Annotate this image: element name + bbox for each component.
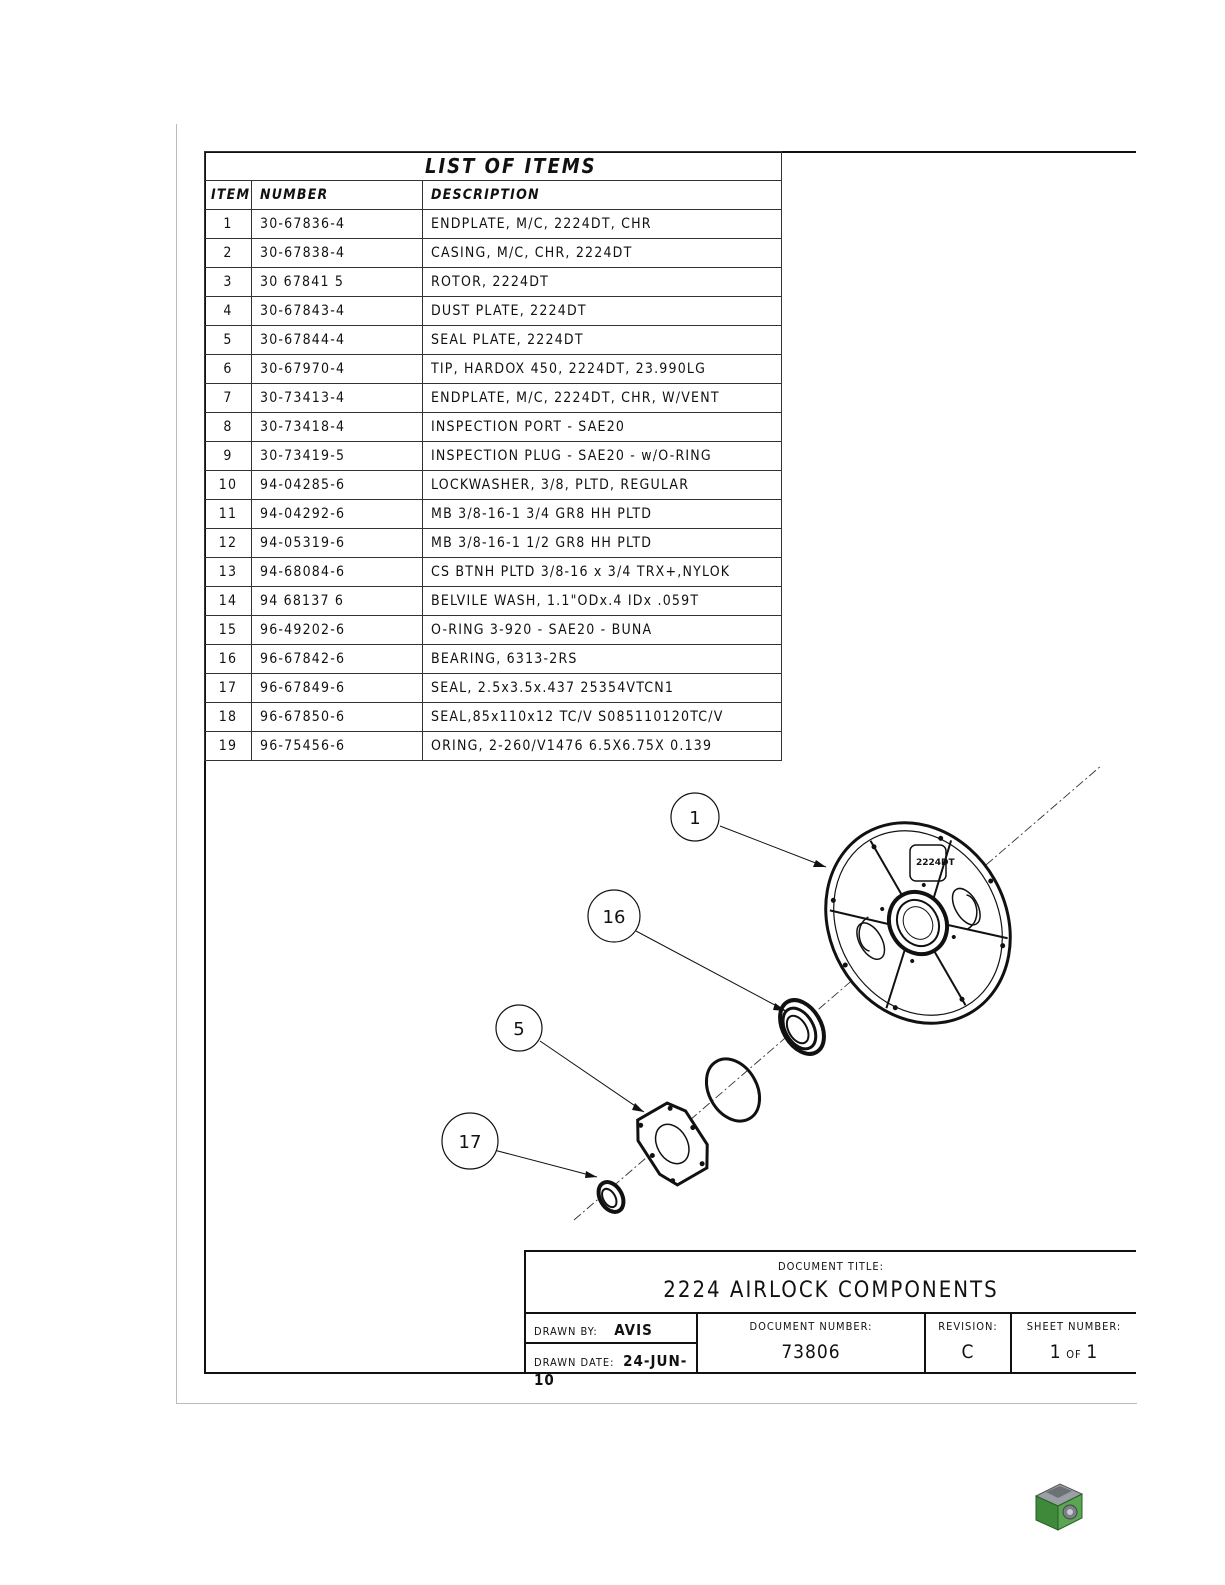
number-cell: 30-67836-4 bbox=[252, 210, 423, 239]
drawn-by-label: DRAWN BY: bbox=[534, 1325, 598, 1338]
bearing-part bbox=[771, 992, 833, 1061]
table-row bbox=[205, 558, 782, 587]
number-cell: 94-68084-6 bbox=[252, 558, 423, 587]
drawn-date-cell bbox=[526, 1344, 698, 1389]
header-description: DESCRIPTION bbox=[423, 181, 782, 210]
balloon-16-label: 16 bbox=[602, 907, 626, 928]
table-row bbox=[205, 413, 782, 442]
description-cell: TIP, HARDOX 450, 2224DT, 23.990LG bbox=[423, 355, 782, 384]
title-block-document-title bbox=[526, 1252, 1136, 1314]
table-row bbox=[205, 355, 782, 384]
document-number-value: 73806 bbox=[781, 1341, 841, 1363]
item-cell: 18 bbox=[205, 703, 252, 732]
endplate-emblem-text: 2224DT bbox=[916, 858, 955, 868]
table-row bbox=[205, 732, 782, 761]
number-cell: 30-67844-4 bbox=[252, 326, 423, 355]
number-cell: 94-04285-6 bbox=[252, 471, 423, 500]
table-row bbox=[205, 239, 782, 268]
description-cell: BEARING, 6313-2RS bbox=[423, 645, 782, 674]
table-row bbox=[205, 645, 782, 674]
table-row bbox=[205, 210, 782, 239]
description-cell: MB 3/8-16-1 3/4 GR8 HH PLTD bbox=[423, 500, 782, 529]
item-cell: 15 bbox=[205, 616, 252, 645]
description-cell: ENDPLATE, M/C, 2224DT, CHR, W/VENT bbox=[423, 384, 782, 413]
drawn-date-value: 24-JUN-10 bbox=[534, 1352, 688, 1389]
document-number-label: DOCUMENT NUMBER: bbox=[749, 1320, 873, 1333]
revision-cell bbox=[926, 1312, 1012, 1374]
sheet-of: OF bbox=[1066, 1348, 1082, 1361]
o-ring-part bbox=[696, 1049, 771, 1130]
sheet-number: 1 bbox=[1049, 1341, 1062, 1363]
number-cell: 30 67841 5 bbox=[252, 268, 423, 297]
item-cell: 2 bbox=[205, 239, 252, 268]
description-cell: CS BTNH PLTD 3/8-16 x 3/4 TRX+,NYLOK bbox=[423, 558, 782, 587]
description-cell: ENDPLATE, M/C, 2224DT, CHR bbox=[423, 210, 782, 239]
endplate-part bbox=[790, 789, 1046, 1057]
seal-part bbox=[593, 1178, 628, 1217]
item-cell: 11 bbox=[205, 500, 252, 529]
description-cell: SEAL, 2.5x3.5x.437 25354VTCN1 bbox=[423, 674, 782, 703]
item-cell: 12 bbox=[205, 529, 252, 558]
number-cell: 94 68137 6 bbox=[252, 587, 423, 616]
description-cell: O-RING 3-920 - SAE20 - BUNA bbox=[423, 616, 782, 645]
drawn-by-cell bbox=[526, 1312, 698, 1344]
description-cell: INSPECTION PORT - SAE20 bbox=[423, 413, 782, 442]
item-cell: 3 bbox=[205, 268, 252, 297]
sheet-number-cell bbox=[1012, 1312, 1136, 1374]
number-cell: 94-05319-6 bbox=[252, 529, 423, 558]
table-row bbox=[205, 674, 782, 703]
description-cell: CASING, M/C, CHR, 2224DT bbox=[423, 239, 782, 268]
table-row bbox=[205, 587, 782, 616]
item-cell: 8 bbox=[205, 413, 252, 442]
list-of-items-title: LIST OF ITEMS bbox=[205, 152, 782, 181]
number-cell: 30-67970-4 bbox=[252, 355, 423, 384]
sheet-number-value bbox=[1012, 1341, 1136, 1363]
number-cell: 30-73418-4 bbox=[252, 413, 423, 442]
table-row bbox=[205, 442, 782, 471]
number-cell: 96-67849-6 bbox=[252, 674, 423, 703]
description-cell: SEAL PLATE, 2224DT bbox=[423, 326, 782, 355]
item-cell: 9 bbox=[205, 442, 252, 471]
item-cell: 17 bbox=[205, 674, 252, 703]
number-cell: 94-04292-6 bbox=[252, 500, 423, 529]
description-cell: DUST PLATE, 2224DT bbox=[423, 297, 782, 326]
table-row bbox=[205, 703, 782, 732]
item-cell: 7 bbox=[205, 384, 252, 413]
table-row bbox=[205, 326, 782, 355]
number-cell: 30-73419-5 bbox=[252, 442, 423, 471]
balloon-5-label: 5 bbox=[513, 1019, 525, 1040]
list-of-items-body bbox=[205, 210, 782, 761]
title-block bbox=[524, 1250, 1136, 1389]
exploded-view-diagram bbox=[204, 765, 1136, 1235]
number-cell: 96-67842-6 bbox=[252, 645, 423, 674]
item-cell: 5 bbox=[205, 326, 252, 355]
table-row bbox=[205, 616, 782, 645]
number-cell: 30-73413-4 bbox=[252, 384, 423, 413]
description-cell: ROTOR, 2224DT bbox=[423, 268, 782, 297]
item-cell: 4 bbox=[205, 297, 252, 326]
item-cell: 14 bbox=[205, 587, 252, 616]
header-item: ITEM bbox=[205, 181, 252, 210]
item-cell: 1 bbox=[205, 210, 252, 239]
number-cell: 96-67850-6 bbox=[252, 703, 423, 732]
description-cell: LOCKWASHER, 3/8, PLTD, REGULAR bbox=[423, 471, 782, 500]
description-cell: SEAL,85x110x12 TC/V S085110120TC/V bbox=[423, 703, 782, 732]
item-cell: 19 bbox=[205, 732, 252, 761]
revision-value: C bbox=[961, 1341, 975, 1363]
list-of-items-table bbox=[204, 151, 782, 761]
number-cell: 30-67838-4 bbox=[252, 239, 423, 268]
table-row bbox=[205, 471, 782, 500]
item-cell: 13 bbox=[205, 558, 252, 587]
table-row bbox=[205, 297, 782, 326]
item-cell: 16 bbox=[205, 645, 252, 674]
table-row bbox=[205, 268, 782, 297]
drawn-by-value: AVIS bbox=[614, 1321, 653, 1339]
description-cell: BELVILE WASH, 1.1"ODx.4 IDx .059T bbox=[423, 587, 782, 616]
number-cell: 30-67843-4 bbox=[252, 297, 423, 326]
balloon-1-label: 1 bbox=[689, 808, 701, 829]
description-cell: ORING, 2-260/V1476 6.5X6.75X 0.139 bbox=[423, 732, 782, 761]
header-number: NUMBER bbox=[252, 181, 423, 210]
revision-label: REVISION: bbox=[938, 1320, 998, 1333]
table-row bbox=[205, 500, 782, 529]
balloon-17-label: 17 bbox=[458, 1132, 482, 1153]
item-cell: 10 bbox=[205, 471, 252, 500]
description-cell: MB 3/8-16-1 1/2 GR8 HH PLTD bbox=[423, 529, 782, 558]
sheet-number-label: SHEET NUMBER: bbox=[1026, 1320, 1122, 1333]
number-cell: 96-75456-6 bbox=[252, 732, 423, 761]
airlock-valve-logo-icon bbox=[1030, 1478, 1086, 1534]
table-row bbox=[205, 529, 782, 558]
document-number-cell bbox=[698, 1312, 926, 1374]
document-title-label: DOCUMENT TITLE: bbox=[777, 1260, 885, 1273]
sheet-total: 1 bbox=[1086, 1341, 1099, 1363]
table-row bbox=[205, 384, 782, 413]
drawn-date-label: DRAWN DATE: bbox=[534, 1356, 615, 1369]
item-cell: 6 bbox=[205, 355, 252, 384]
description-cell: INSPECTION PLUG - SAE20 - w/O-RING bbox=[423, 442, 782, 471]
number-cell: 96-49202-6 bbox=[252, 616, 423, 645]
document-title: 2224 AIRLOCK COMPONENTS bbox=[663, 1278, 999, 1303]
